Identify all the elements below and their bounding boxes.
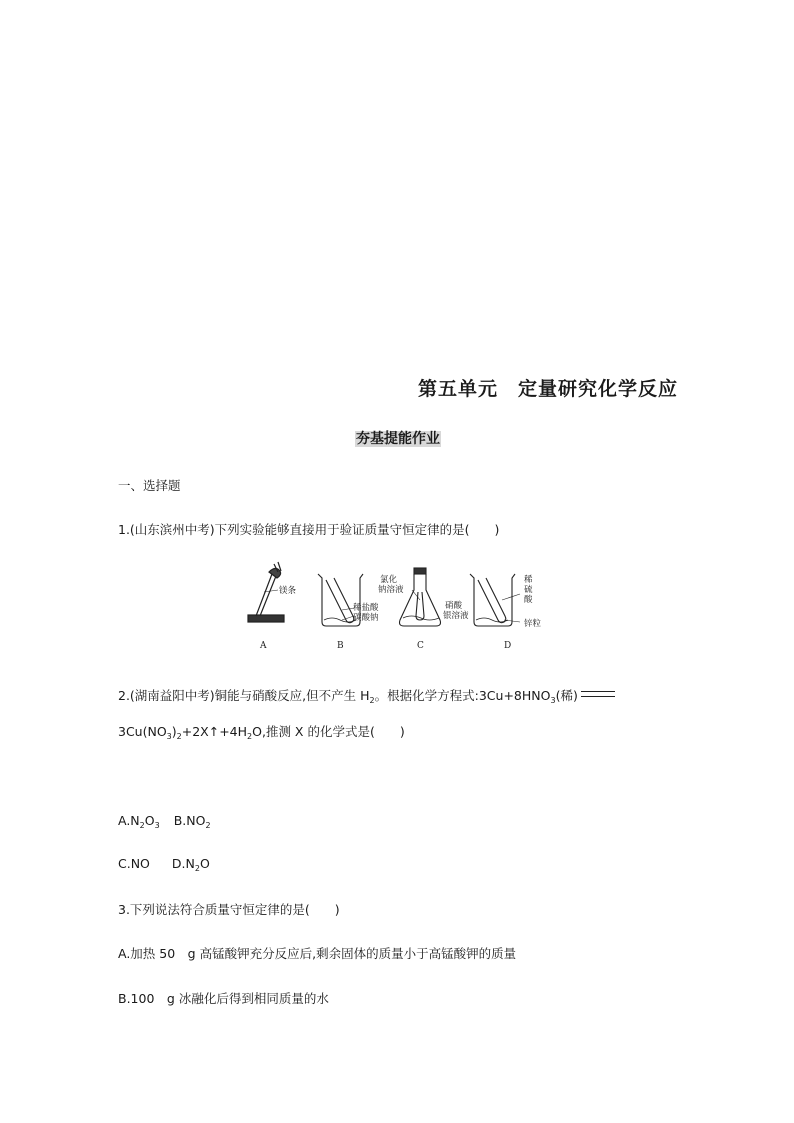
question-3-option-b: B.100 g 冰融化后得到相同质量的水: [118, 991, 329, 1006]
label-nacl-2: 钠溶液: [378, 585, 404, 595]
beaker-d: [470, 574, 515, 626]
question-1: 1.(山东滨州中考)下列实验能够直接用于验证质量守恒定律的是( ): [118, 522, 500, 537]
test-tube-d: [478, 578, 506, 623]
subtitle-text: 夯基提能作业: [356, 431, 440, 447]
equation-equals-sign: [581, 691, 615, 697]
option-d: $D.N_2O$: [171, 856, 210, 873]
experiment-figure: [242, 560, 554, 660]
label-na2co3: 碳酸钠: [353, 613, 379, 623]
homework-subtitle: [355, 428, 441, 448]
label-mg: 镁条: [279, 586, 297, 596]
question-3: 3.下列说法符合质量守恒定律的是( ): [118, 902, 340, 917]
option-a: $A.N_2O_3$: [118, 813, 160, 830]
label-h2so4-3: 酸: [524, 595, 533, 605]
question-2-options-cd: [118, 856, 210, 871]
apparatus-c: [400, 568, 441, 626]
label-h2so4-1: 稀: [524, 575, 533, 585]
stopper: [414, 568, 426, 574]
label-nacl-1: 氯化: [380, 575, 398, 585]
apparatus-diagram: [242, 560, 554, 660]
label-h2so4-2: 硫: [524, 585, 533, 595]
asbestos-mesh: [248, 615, 284, 622]
label-agno3-2: 银溶液: [443, 611, 469, 621]
label-agno3-1: 硝酸: [445, 601, 463, 611]
label-hcl: 稀盐酸: [353, 603, 379, 613]
caption-b: B: [337, 641, 344, 651]
label-zn: 锌粒: [524, 619, 542, 629]
question-2-options-ab: [118, 813, 211, 828]
tongs: [256, 574, 276, 616]
question-2-line-2: $3Cu(NO_3)_2+2X↑+4H_2O$,推测 X 的化学式是( ): [118, 724, 405, 741]
caption-d: D: [504, 641, 512, 651]
question-2-line-1: 2.(湖南益阳中考)铜能与硝酸反应,但不产生 $H_2$。根据化学方程式$:3Cu+8HNO_3$(稀): [118, 686, 615, 704]
option-c: C.NO: [118, 856, 150, 871]
unit-title: 第五单元 定量研究化学反应: [418, 378, 679, 400]
caption-a: A: [260, 641, 267, 651]
test-tube-b: [326, 578, 354, 623]
section-heading: 一、选择题: [118, 478, 181, 493]
caption-c: C: [417, 641, 424, 651]
apparatus-d: [470, 574, 520, 626]
question-3-option-a: A.加热 50 g 高锰酸钾充分反应后,剩余固体的质量小于高锰酸钾的质量: [118, 946, 517, 961]
option-b: $B.NO_2$: [173, 813, 211, 830]
